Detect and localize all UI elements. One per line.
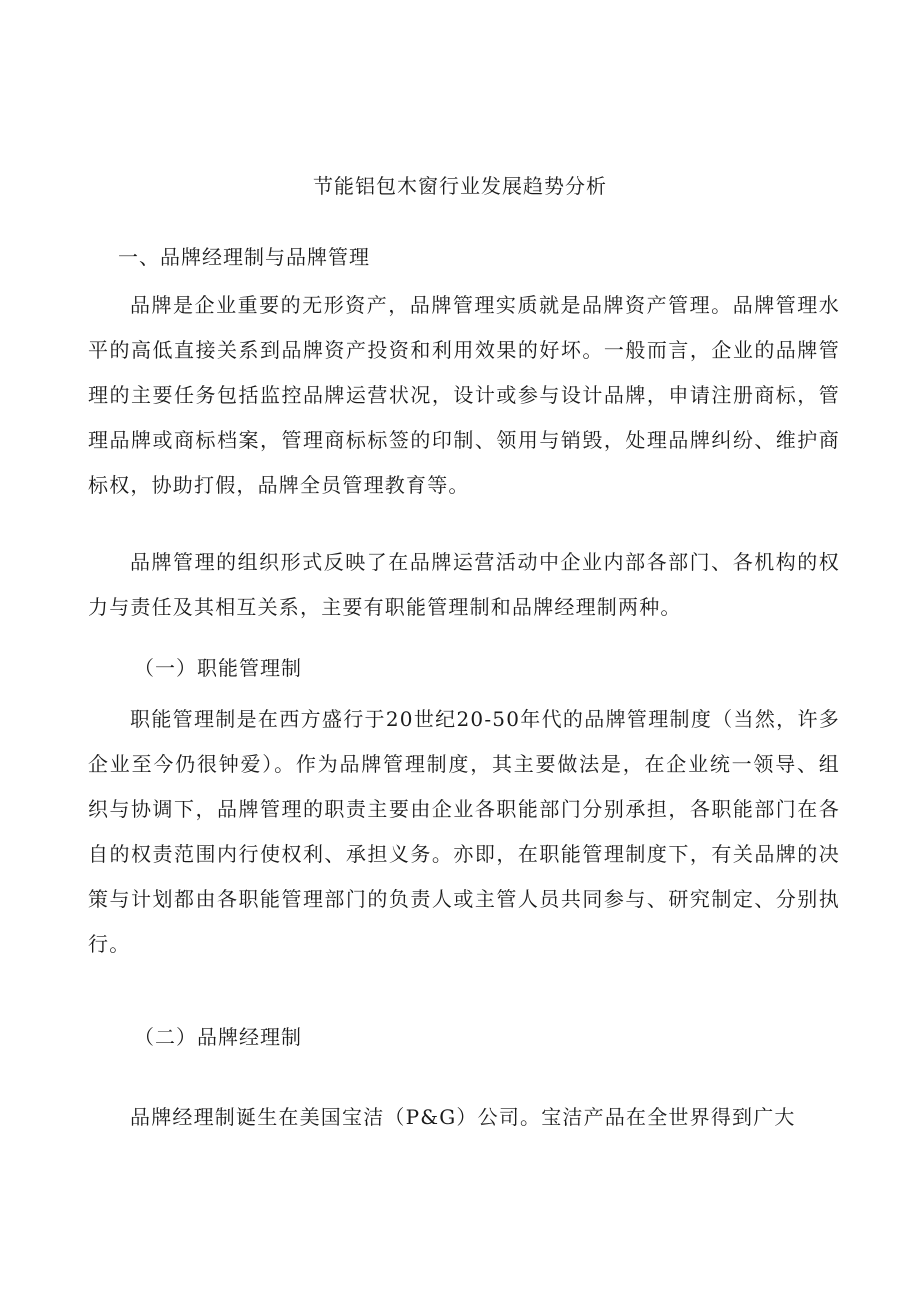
section-heading-brand-manager-system: 一、品牌经理制与品牌管理 bbox=[118, 245, 370, 269]
paragraph-functional-management: 职能管理制是在西方盛行于20世纪20-50年代的品牌管理制度（当然，许多企业至今仍很钟爱）。作为品牌管理制度，其主要做法是，在企业统一领导、组织与协调下，品牌管理的职责主要由企业各职能部门分别承担，各职能部门在各自的权责范围内行使权利、承担义务。亦即，在职能管理制度下，有关品牌的决策与计划都由各职能管理部门的负责人或主管人员共同参与、研究制定、分别执行。 bbox=[88, 707, 840, 956]
subheading-functional-management: （一）职能管理制 bbox=[134, 656, 302, 680]
paragraph-organization-forms: 品牌管理的组织形式反映了在品牌运营活动中企业内部各部门、各机构的权力与责任及其相互关系，主要有职能管理制和品牌经理制两种。 bbox=[88, 550, 840, 619]
subheading-brand-manager: （二）品牌经理制 bbox=[134, 1025, 302, 1049]
paragraph-brand-manager-origin: 品牌经理制诞生在美国宝洁（P&G）公司。宝洁产品在全世界得到广大 bbox=[130, 1105, 796, 1129]
document-title: 节能铝包木窗行业发展趋势分析 bbox=[313, 174, 607, 198]
paragraph-brand-asset-management: 品牌是企业重要的无形资产，品牌管理实质就是品牌资产管理。品牌管理水平的高低直接关系到品牌资产投资和利用效果的好坏。一般而言，企业的品牌管理的主要任务包括监控品牌运营状况，设计或参与设计品牌，申请注册商标，管理品牌或商标档案，管理商标标签的印制、领用与销毁，处理品牌纠纷、维护商标权，协助打假，品牌全员管理教育等。 bbox=[88, 293, 840, 497]
